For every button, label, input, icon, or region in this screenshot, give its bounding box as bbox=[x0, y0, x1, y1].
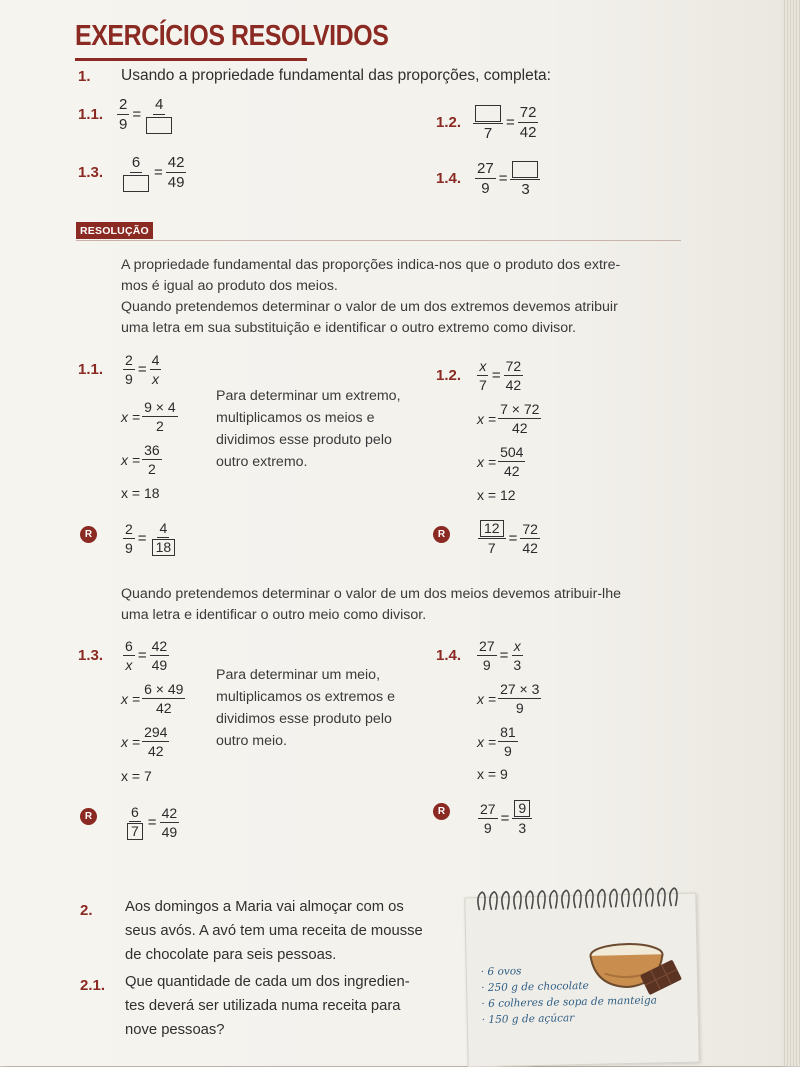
meio-note bbox=[216, 664, 416, 752]
solution-1-1-header: 1.1. $\frac{2}{9}$ = $\frac{4}{x}$ bbox=[78, 352, 160, 387]
resolution-intro bbox=[121, 255, 681, 339]
solution-1-2-label: 1.2. bbox=[436, 367, 462, 384]
note-line: Para determinar um meio, bbox=[216, 667, 381, 683]
numerator: 2 bbox=[119, 96, 128, 114]
ingredient-item: · 6 colheres de sopa de manteiga bbox=[481, 994, 658, 1011]
x-equals: x = bbox=[477, 733, 497, 750]
numerator: 2 bbox=[125, 520, 133, 537]
resolution-divider bbox=[76, 240, 681, 241]
exercise-2-number: 2. bbox=[80, 902, 93, 919]
numerator: 42 bbox=[167, 154, 185, 172]
answer-1-1: $\frac{2}{9}$ = $\frac{4}{18}$ bbox=[123, 520, 177, 556]
solution-1-3-result: x = 7 bbox=[121, 768, 152, 784]
solution-1-4-step-1 bbox=[477, 681, 541, 716]
numerator: 6 bbox=[131, 804, 139, 820]
note-line: Para determinar um extremo, bbox=[216, 388, 401, 404]
denominator: 7 bbox=[483, 124, 493, 142]
denominator: 9 bbox=[119, 116, 128, 134]
note-line: multiplicamos os extremos e bbox=[216, 689, 395, 705]
problem-1-4: 1.4. $\frac{27}{9}$ = 3 bbox=[436, 160, 540, 198]
numerator: 27 bbox=[477, 160, 494, 178]
denominator: 7 bbox=[487, 540, 496, 556]
note-line: outro extremo. bbox=[216, 454, 308, 470]
numerator: 42 bbox=[151, 638, 168, 654]
numerator: x bbox=[479, 358, 487, 374]
problem-1-1: 1.1. $\frac{2}{9}$ = 4 bbox=[78, 96, 174, 134]
section-title: EXERCÍCIOS RESOLVIDOS bbox=[75, 20, 389, 52]
numerator: 72 bbox=[505, 358, 522, 374]
note-line: dividimos esse produto pelo bbox=[216, 711, 392, 727]
solution-1-1-step-2 bbox=[121, 442, 162, 477]
denominator: 7 bbox=[479, 377, 487, 393]
solution-1-4-step-2 bbox=[477, 724, 518, 759]
exercise-1-number: 1. bbox=[78, 68, 91, 85]
denominator: 42 bbox=[511, 420, 528, 436]
numerator: 72 bbox=[519, 104, 537, 122]
denominator: 3 bbox=[513, 657, 522, 673]
numerator: 72 bbox=[522, 520, 538, 537]
answer-badge-icon: R bbox=[433, 803, 450, 820]
denominator: x bbox=[151, 371, 159, 387]
denominator: 3 bbox=[521, 180, 530, 198]
denominator: 9 bbox=[503, 743, 512, 759]
statement-line: seus avós. A avó tem uma receita de mousse bbox=[125, 923, 423, 939]
solution-1-2-result: x = 12 bbox=[477, 487, 516, 503]
solution-1-2-step-2 bbox=[477, 444, 525, 479]
boxed-answer: 9 bbox=[514, 800, 530, 817]
numerator: 7 × 72 bbox=[500, 401, 540, 417]
solution-1-1-result: x = 18 bbox=[121, 485, 160, 501]
solution-1-2-step-1 bbox=[477, 401, 541, 436]
statement-line: tes deverá ser utilizada numa receita para bbox=[125, 998, 401, 1014]
answer-1-4: $\frac{27}{9}$ = $\frac{9}{3}$ bbox=[478, 800, 532, 836]
numerator: 27 × 3 bbox=[500, 681, 540, 697]
intro-line: uma letra e identificar o outro meio como divisor. bbox=[121, 607, 427, 623]
numerator: 294 bbox=[144, 724, 168, 740]
exercise-2-1-statement bbox=[125, 970, 410, 1042]
denominator: 49 bbox=[161, 823, 178, 840]
boxed-answer: 18 bbox=[152, 539, 176, 556]
numerator: 6 bbox=[125, 638, 133, 654]
intro-line: A propriedade fundamental das proporções indica-nos que o produto dos extre- bbox=[121, 257, 621, 273]
numerator: 81 bbox=[500, 724, 516, 740]
denominator: 49 bbox=[151, 657, 168, 673]
x-equals: x = bbox=[477, 453, 497, 470]
x-equals: x = bbox=[477, 410, 497, 427]
denominator: 9 bbox=[481, 180, 490, 198]
problem-1-2: 1.2. 7 = $\frac{72}{42}$ bbox=[436, 104, 537, 142]
numerator: 4 bbox=[154, 96, 164, 113]
intro-line: uma letra em sua substituição e identificar o outro extremo como divisor. bbox=[121, 320, 576, 336]
boxed-answer: 7 bbox=[127, 823, 143, 840]
intro-line: mos é igual ao produto dos meios. bbox=[121, 278, 338, 294]
ingredient-item: · 250 g de chocolate bbox=[481, 979, 589, 995]
denominator: 49 bbox=[167, 174, 185, 192]
note-line: multiplicamos os meios e bbox=[216, 410, 375, 426]
numerator: 36 bbox=[144, 442, 160, 458]
extremo-note bbox=[216, 385, 416, 473]
answer-badge-icon: R bbox=[80, 808, 97, 825]
numerator: 9 × 4 bbox=[144, 399, 176, 415]
solution-1-3-step-1 bbox=[121, 681, 185, 716]
x-equals: x = bbox=[477, 690, 497, 707]
answer-blank-box[interactable] bbox=[512, 161, 538, 178]
exercise-2-statement bbox=[125, 895, 423, 967]
answer-blank-box[interactable] bbox=[146, 117, 172, 134]
answer-blank-box[interactable] bbox=[475, 105, 501, 122]
denominator: 42 bbox=[522, 539, 538, 556]
numerator: 6 × 49 bbox=[144, 681, 184, 697]
answer-blank-box[interactable] bbox=[123, 175, 149, 192]
note-line: dividimos esse produto pelo bbox=[216, 432, 392, 448]
intro-line: Quando pretendemos determinar o valor de um dos extremos devemos atribuir bbox=[121, 299, 618, 315]
exercise-2-1-number: 2.1. bbox=[80, 977, 106, 994]
spiral-binding-icon bbox=[465, 882, 696, 917]
numerator: 4 bbox=[151, 352, 160, 368]
meio-intro bbox=[121, 584, 681, 626]
answer-1-3: $\frac{6}{7}$ = $\frac{42}{49}$ bbox=[125, 804, 179, 840]
statement-line: nove pessoas? bbox=[125, 1022, 225, 1038]
solution-1-2-header: 1.2. $\frac{x}{7}$ = $\frac{72}{42}$ bbox=[436, 358, 522, 393]
ingredient-item: · 150 g de açúcar bbox=[481, 1012, 575, 1027]
x-equals: x = bbox=[121, 733, 141, 750]
exercise-1-statement: Usando a propriedade fundamental das proporções, completa: bbox=[121, 67, 551, 84]
denominator: 9 bbox=[125, 371, 133, 387]
x-equals: x = bbox=[121, 408, 141, 425]
denominator: 9 bbox=[515, 700, 524, 716]
denominator: 42 bbox=[503, 463, 520, 479]
numerator: 42 bbox=[161, 804, 178, 821]
denominator: x bbox=[125, 657, 133, 673]
denominator: 2 bbox=[147, 461, 156, 477]
statement-line: Que quantidade de cada um dos ingredien- bbox=[125, 974, 410, 990]
denominator: 9 bbox=[483, 819, 492, 836]
title-underline bbox=[75, 58, 307, 61]
answer-1-2: $\frac{12}{7}$ = $\frac{72}{42}$ bbox=[478, 520, 540, 556]
denominator: 42 bbox=[155, 700, 172, 716]
statement-line: Aos domingos a Maria vai almoçar com os bbox=[125, 899, 404, 915]
x-equals: x = bbox=[121, 690, 141, 707]
denominator: 42 bbox=[505, 377, 522, 393]
answer-badge-icon: R bbox=[80, 526, 97, 543]
page-edge bbox=[782, 0, 800, 1066]
denominator: 42 bbox=[147, 743, 164, 759]
x-equals: x = bbox=[121, 451, 141, 468]
solution-1-3-step-2 bbox=[121, 724, 169, 759]
denominator: 2 bbox=[155, 418, 164, 434]
recipe-ingredients bbox=[481, 960, 658, 1028]
denominator: 9 bbox=[482, 657, 491, 673]
problem-1-3: 1.3. 6 = $\frac{42}{49}$ bbox=[78, 154, 185, 192]
note-line: outro meio. bbox=[216, 733, 287, 749]
solution-1-4-label: 1.4. bbox=[436, 647, 462, 664]
numerator: x bbox=[513, 638, 521, 654]
numerator: 27 bbox=[480, 800, 496, 817]
boxed-answer: 12 bbox=[480, 520, 504, 537]
recipe-notepad bbox=[464, 893, 700, 1067]
numerator: 4 bbox=[159, 520, 168, 536]
denominator: 3 bbox=[518, 820, 527, 836]
solution-1-4-header: 1.4. $\frac{27}{9}$ = $\frac{x}{3}$ bbox=[436, 638, 522, 673]
solution-1-1-label: 1.1. bbox=[78, 361, 104, 378]
numerator: 504 bbox=[500, 444, 524, 460]
solution-1-3-header: 1.3. $\frac{6}{x}$ = $\frac{42}{49}$ bbox=[78, 638, 168, 673]
intro-line: Quando pretendemos determinar o valor de um dos meios devemos atribuir-lhe bbox=[121, 586, 621, 602]
problem-1-3-label: 1.3. bbox=[78, 164, 104, 182]
denominator: 42 bbox=[519, 124, 537, 142]
solution-1-1-step-1 bbox=[121, 399, 178, 434]
ingredient-item: · 6 ovos bbox=[480, 965, 522, 979]
denominator: 9 bbox=[125, 539, 133, 556]
numerator: 2 bbox=[125, 352, 133, 368]
solution-1-3-label: 1.3. bbox=[78, 647, 104, 664]
answer-badge-icon: R bbox=[433, 526, 450, 543]
problem-1-2-label: 1.2. bbox=[436, 114, 462, 132]
solution-1-4-result: x = 9 bbox=[477, 766, 508, 782]
numerator: 6 bbox=[131, 154, 141, 171]
numerator: 27 bbox=[479, 638, 495, 654]
problem-1-4-label: 1.4. bbox=[436, 170, 462, 188]
resolution-label: RESOLUÇÃO bbox=[76, 222, 153, 239]
statement-line: de chocolate para seis pessoas. bbox=[125, 947, 337, 963]
problem-1-1-label: 1.1. bbox=[78, 106, 104, 124]
